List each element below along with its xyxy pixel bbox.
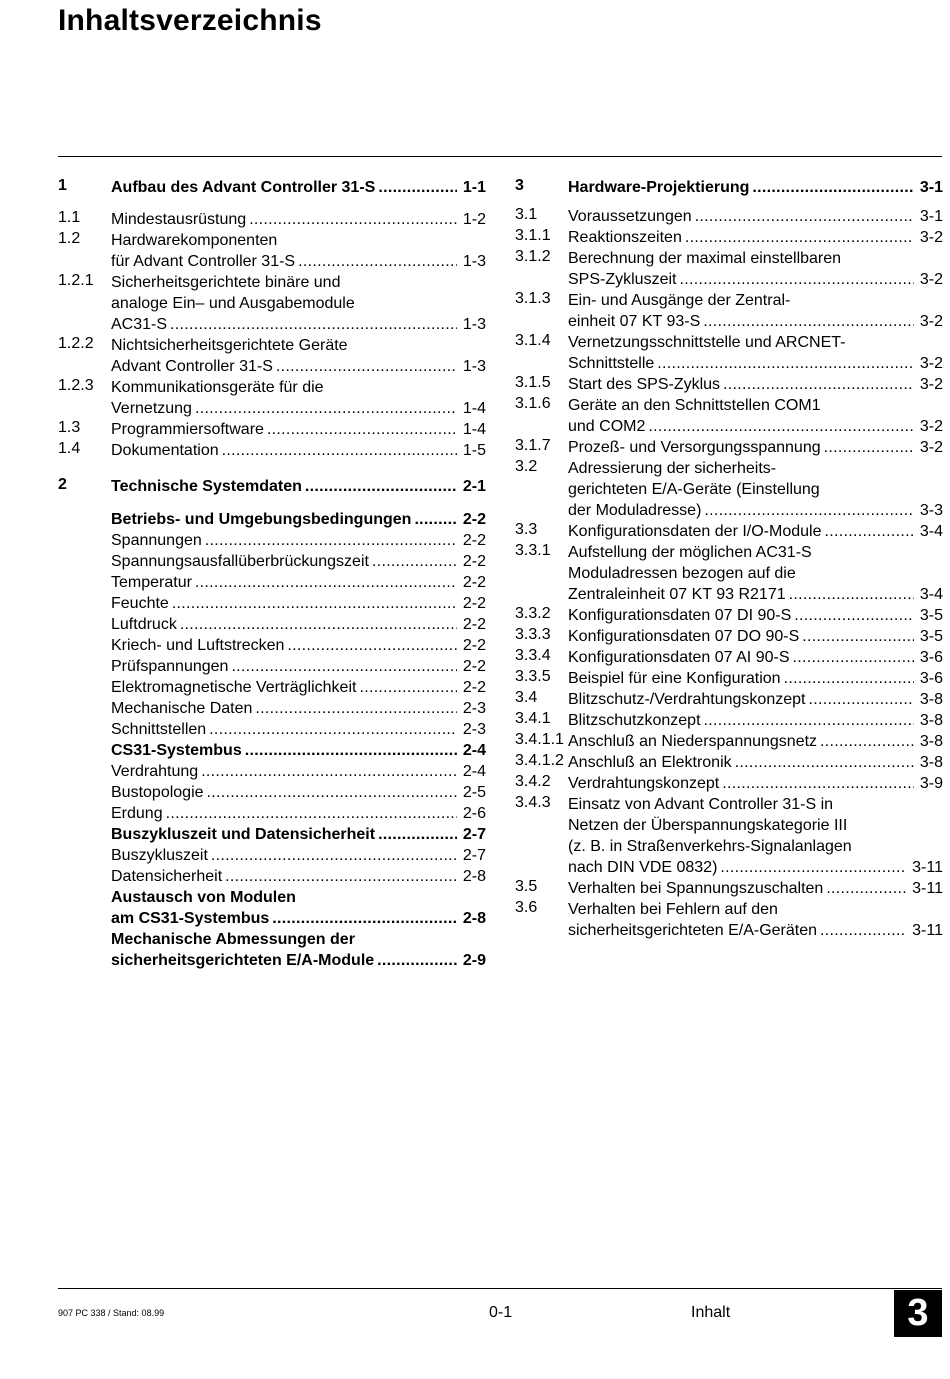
toc-entry [58, 230, 486, 272]
footer-section: Inhalt [691, 1304, 731, 1321]
toc-entry-page: 3-2 [919, 439, 943, 456]
toc-entry-title-line: Luftdruck [111, 616, 177, 633]
toc-entry-page: 3-6 [919, 670, 943, 687]
toc-entry [515, 878, 943, 899]
toc-entry-title-line: sicherheitsgerichteten E/A-Geräten [568, 922, 818, 939]
toc-entry-title-line: Konfigurationsdaten 07 DI 90-S [568, 607, 792, 624]
dot-leader [793, 647, 914, 668]
toc-entry [58, 698, 486, 719]
toc-right-column [515, 177, 943, 941]
dot-leader [276, 356, 457, 377]
dot-leader [657, 353, 914, 374]
dot-leader [225, 866, 457, 887]
toc-entry-number: 2 [58, 476, 67, 493]
toc-entry [515, 752, 943, 773]
dot-leader [802, 626, 914, 647]
toc-entry [58, 476, 486, 497]
toc-entry-page: 1-3 [462, 358, 486, 375]
toc-entry-number: 3 [515, 177, 524, 194]
toc-entry-page: 2-6 [462, 805, 486, 822]
footer-doc-id: 907 PC 338 / Stand: 08.99 [58, 1308, 165, 1318]
toc-entry-title-line: Austausch von Modulen [111, 889, 296, 906]
toc-entry-title-line: (z. B. in Straßenverkehrs-Signalanlagen [568, 838, 852, 855]
toc-entry-title-line: Beispiel für eine Konfiguration [568, 670, 781, 687]
toc-entry [58, 782, 486, 803]
toc-entry [515, 227, 943, 248]
toc-entry [515, 605, 943, 626]
toc-entry-title-line: Netzen der Überspannungskategorie III [568, 817, 848, 834]
dot-leader [231, 656, 456, 677]
toc-entry-number: 1 [58, 177, 67, 194]
toc-entry-title-line: Buszykluszeit [111, 847, 208, 864]
toc-entry [515, 332, 943, 374]
toc-entry-page: 3-1 [919, 208, 943, 225]
toc-entry-page: 3-5 [919, 628, 943, 645]
dot-leader [287, 635, 456, 656]
dot-leader [789, 584, 914, 605]
toc-entry-title-line: Konfigurationsdaten 07 AI 90-S [568, 649, 790, 666]
toc-entry [58, 509, 486, 530]
toc-entry-number: 1.1 [58, 209, 81, 226]
toc-entry-title-line: Berechnung der maximal einstellbaren [568, 250, 842, 267]
toc-entry-title-line: Anschluß an Elektronik [568, 754, 732, 771]
footer-page-number: 0-1 [489, 1304, 513, 1321]
toc-entry-title-line: nach DIN VDE 0832) [568, 859, 718, 876]
dot-leader [222, 440, 457, 461]
toc-entry-title-line: CS31-Systembus [111, 742, 242, 759]
toc-entry-title-line: Vernetzung [111, 400, 192, 417]
toc-entry-number: 3.5 [515, 878, 538, 895]
toc-entry-page: 2-3 [462, 700, 486, 717]
toc-entry-page: 2-2 [462, 637, 486, 654]
toc-entry-title-line: Bustopologie [111, 784, 204, 801]
toc-entry-title-line: Erdung [111, 805, 163, 822]
dot-leader [211, 845, 457, 866]
toc-entry-number: 3.1 [515, 206, 538, 223]
dot-leader [298, 251, 457, 272]
page-title: Inhaltsverzeichnis [58, 4, 322, 37]
toc-entry-number: 3.3.5 [515, 668, 551, 685]
toc-entry-page: 3-2 [919, 229, 943, 246]
toc-entry-page: 2-7 [462, 847, 486, 864]
toc-entry [58, 740, 486, 761]
toc-entry-page: 2-8 [462, 910, 486, 927]
toc-entry-page: 1-4 [462, 400, 486, 417]
toc-entry-title-line: Temperatur [111, 574, 192, 591]
toc-entry-page: 3-8 [919, 733, 943, 750]
toc-entry [58, 635, 486, 656]
toc-entry-page: 3-2 [919, 313, 943, 330]
dot-leader [166, 803, 457, 824]
toc-entry [515, 248, 943, 290]
toc-entry-title-line: Konfigurationsdaten 07 DO 90-S [568, 628, 800, 645]
toc-entry-title-line: Hardwarekomponenten [111, 232, 278, 249]
toc-entry [58, 530, 486, 551]
dot-leader [205, 530, 457, 551]
toc-entry-number: 3.4.2 [515, 773, 551, 790]
toc-entry [515, 731, 943, 752]
toc-entry-number: 3.1.3 [515, 290, 551, 307]
toc-entry-number: 1.2.2 [58, 335, 94, 352]
toc-entry [58, 845, 486, 866]
toc-entry-title-line: Verdrahtung [111, 763, 199, 780]
toc-entry-page: 3-8 [919, 754, 943, 771]
toc-entry [515, 521, 943, 542]
toc-entry-page: 2-5 [462, 784, 486, 801]
toc-entry-title-line: Aufbau des Advant Controller 31-S [111, 179, 376, 196]
toc-entry-title-line: Schnittstelle [568, 355, 655, 372]
toc-entry-number: 3.1.2 [515, 248, 551, 265]
dot-leader [794, 605, 914, 626]
dot-leader [245, 740, 457, 761]
toc-entry-title-line: Konfigurationsdaten der I/O-Module [568, 523, 822, 540]
toc-entry-title-line: sicherheitsgerichteten E/A-Module [111, 952, 375, 969]
toc-entry-title-line: einheit 07 KT 93-S [568, 313, 701, 330]
dot-leader [820, 731, 914, 752]
dot-leader [209, 719, 457, 740]
toc-entry-page: 3-2 [919, 376, 943, 393]
dot-leader [685, 227, 914, 248]
toc-entry-title-line: Blitzschutzkonzept [568, 712, 701, 729]
toc-entry-number: 1.3 [58, 419, 81, 436]
dot-leader [784, 668, 914, 689]
dot-leader [249, 209, 457, 230]
toc-entry-title-line: Sicherheitsgerichtete binäre und [111, 274, 341, 291]
toc-entry [515, 395, 943, 437]
dot-leader [170, 314, 457, 335]
toc-entry-page: 1-4 [462, 421, 486, 438]
toc-entry-title-line: Spannungsausfallüberbrückungszeit [111, 553, 369, 570]
toc-entry-title-line: Blitzschutz-/Verdrahtungskonzept [568, 691, 806, 708]
toc-entry-page: 2-2 [462, 574, 486, 591]
dot-leader [735, 752, 914, 773]
toc-entry-page: 3-5 [919, 607, 943, 624]
toc-entry-title-line: Mindestausrüstung [111, 211, 247, 228]
dot-leader [752, 177, 913, 198]
toc-entry-page: 1-5 [462, 442, 486, 459]
toc-entry-page: 1-3 [462, 253, 486, 270]
toc-entry-title-line: Adressierung der sicherheits- [568, 460, 777, 477]
toc-entry-title-line: Prüfspannungen [111, 658, 229, 675]
toc-entry-title-line: Verdrahtungskonzept [568, 775, 720, 792]
chapter-tab: 3 [894, 1290, 942, 1337]
toc-entry-number: 3.1.6 [515, 395, 551, 412]
toc-entry-page: 1-3 [462, 316, 486, 333]
toc-entry-title-line: AC31-S [111, 316, 168, 333]
toc-entry-page: 2-2 [462, 511, 486, 528]
toc-entry [58, 803, 486, 824]
toc-entry [58, 572, 486, 593]
toc-entry [515, 710, 943, 731]
toc-entry-title-line: Mechanische Abmessungen der [111, 931, 355, 948]
toc-entry [58, 866, 486, 887]
toc-entry [58, 377, 486, 419]
toc-entry [58, 209, 486, 230]
toc-entry-title-line: Zentraleinheit 07 KT 93 R2171 [568, 586, 786, 603]
toc-entry-page: 3-4 [919, 586, 943, 603]
toc-entry-number: 1.4 [58, 440, 81, 457]
toc-entry [58, 440, 486, 461]
toc-entry-title-line: Ein- und Ausgänge der Zentral- [568, 292, 791, 309]
toc-entry-page: 2-2 [462, 658, 486, 675]
toc-entry-title-line: der Moduladresse) [568, 502, 702, 519]
dot-leader [207, 782, 457, 803]
dot-leader [826, 878, 906, 899]
toc-entry-title-line: Dokumentation [111, 442, 219, 459]
dot-leader [704, 710, 914, 731]
toc-entry-title-line: für Advant Controller 31-S [111, 253, 296, 270]
dot-leader [180, 614, 457, 635]
toc-entry [515, 773, 943, 794]
toc-entry-number: 3.3.4 [515, 647, 551, 664]
dot-leader [723, 374, 914, 395]
toc-entry-title-line: Nichtsicherheitsgerichtete Geräte [111, 337, 348, 354]
toc-entry-title-line: gerichteten E/A-Geräte (Einstellung [568, 481, 820, 498]
toc-entry-title-line: Verhalten bei Fehlern auf den [568, 901, 778, 918]
toc-entry [515, 374, 943, 395]
toc-entry-number: 3.4.1.2 [515, 752, 564, 769]
toc-entry [515, 626, 943, 647]
toc-entry-page: 2-2 [462, 553, 486, 570]
toc-entry-title-line: Prozeß- und Versorgungsspannung [568, 439, 821, 456]
toc-entry-title-line: Start des SPS-Zyklus [568, 376, 721, 393]
toc-entry-number: 3.3.3 [515, 626, 551, 643]
toc-entry [515, 542, 943, 605]
toc-entry-number: 3.4 [515, 689, 538, 706]
toc-entry [58, 929, 486, 971]
dot-leader [414, 509, 456, 530]
toc-entry-number: 3.1.7 [515, 437, 551, 454]
toc-entry-page: 2-9 [462, 952, 486, 969]
toc-entry-number: 1.2 [58, 230, 81, 247]
dot-leader [648, 416, 914, 437]
toc-entry-page: 2-2 [462, 616, 486, 633]
toc-entry-page: 3-8 [919, 712, 943, 729]
toc-entry [58, 614, 486, 635]
toc-entry-title-line: Aufstellung der möglichen AC31-S [568, 544, 812, 561]
dot-leader [272, 908, 457, 929]
toc-entry [58, 551, 486, 572]
toc-entry-title-line: Vernetzungsschnittstelle und ARCNET- [568, 334, 846, 351]
dot-leader [267, 419, 457, 440]
dot-leader [722, 773, 914, 794]
toc-entry-title-line: Geräte an den Schnittstellen COM1 [568, 397, 821, 414]
dot-leader [820, 920, 906, 941]
toc-entry [58, 656, 486, 677]
toc-entry-title-line: Hardware-Projektierung [568, 179, 750, 196]
toc-left-column [58, 177, 486, 971]
toc-entry-title-line: Technische Systemdaten [111, 478, 302, 495]
toc-entry-title-line: Buszykluszeit und Datensicherheit [111, 826, 376, 843]
toc-entry-title-line: Schnittstellen [111, 721, 207, 738]
toc-entry [58, 177, 486, 198]
dot-leader [377, 950, 457, 971]
toc-entry-page: 3-1 [919, 179, 943, 196]
toc-entry-number: 3.4.1.1 [515, 731, 564, 748]
toc-entry-number: 1.2.1 [58, 272, 94, 289]
dot-leader [201, 761, 457, 782]
toc-entry [515, 899, 943, 941]
toc-entry [515, 794, 943, 878]
toc-entry-title-line: Datensicherheit [111, 868, 223, 885]
toc-entry-page: 2-2 [462, 532, 486, 549]
toc-entry-page: 2-2 [462, 679, 486, 696]
dot-leader [703, 311, 914, 332]
toc-entry-title-line: Reaktionszeiten [568, 229, 682, 246]
toc-entry-page: 1-2 [462, 211, 486, 228]
toc-entry-number: 3.4.1 [515, 710, 551, 727]
toc-entry-title-line: Kriech- und Luftstrecken [111, 637, 285, 654]
dot-leader [695, 206, 914, 227]
toc-entry [58, 419, 486, 440]
dot-leader [359, 677, 456, 698]
toc-entry-title-line: Feuchte [111, 595, 169, 612]
toc-entry-page: 3-6 [919, 649, 943, 666]
toc-entry [58, 677, 486, 698]
dot-leader [195, 572, 457, 593]
dot-leader [824, 437, 914, 458]
toc-entry-page: 3-8 [919, 691, 943, 708]
toc-entry-page: 2-7 [462, 826, 486, 843]
toc-entry-page: 2-8 [462, 868, 486, 885]
toc-entry-page: 3-4 [919, 523, 943, 540]
toc-entry-title-line: am CS31-Systembus [111, 910, 270, 927]
toc-entry [58, 593, 486, 614]
dot-leader [172, 593, 457, 614]
toc-entry-page: 2-3 [462, 721, 486, 738]
toc-entry-title-line: Advant Controller 31-S [111, 358, 273, 375]
dot-leader [720, 857, 906, 878]
dot-leader [808, 689, 913, 710]
toc-entry-title-line: SPS-Zykluszeit [568, 271, 677, 288]
toc-entry [58, 887, 486, 929]
toc-entry-page: 2-1 [462, 478, 486, 495]
toc-entry-page: 3-2 [919, 418, 943, 435]
toc-entry-title-line: Einsatz von Advant Controller 31-S in [568, 796, 834, 813]
toc-entry-number: 3.1.5 [515, 374, 551, 391]
toc-entry [515, 177, 943, 198]
toc-entry-title-line: Betriebs- und Umgebungsbedingungen [111, 511, 412, 528]
dot-leader [679, 269, 913, 290]
toc-entry [58, 335, 486, 377]
toc-entry-page: 1-1 [462, 179, 486, 196]
toc-entry [515, 458, 943, 521]
toc-entry-title-line: Programmiersoftware [111, 421, 264, 438]
toc-entry-number: 3.3 [515, 521, 538, 538]
toc-entry-title-line: und COM2 [568, 418, 646, 435]
toc-entry [58, 272, 486, 335]
toc-entry-title-line: Moduladressen bezogen auf die [568, 565, 796, 582]
dot-leader [195, 398, 457, 419]
toc-entry [58, 761, 486, 782]
dot-leader [378, 177, 457, 198]
toc-entry-page: 3-11 [912, 922, 943, 939]
header-rule [58, 156, 942, 157]
toc-entry-page: 2-4 [462, 763, 486, 780]
toc-entry-page: 3-11 [912, 859, 943, 876]
dot-leader [824, 521, 913, 542]
toc-entry-page: 3-11 [912, 880, 943, 897]
dot-leader [305, 476, 457, 497]
toc-entry-page: 2-2 [462, 595, 486, 612]
toc-entry-page: 3-3 [919, 502, 943, 519]
toc-entry-title-line: Kommunikationsgeräte für die [111, 379, 324, 396]
toc-entry-number: 3.3.2 [515, 605, 551, 622]
dot-leader [704, 500, 913, 521]
toc-entry-title-line: analoge Ein– und Ausgabemodule [111, 295, 355, 312]
toc-entry [58, 719, 486, 740]
toc-entry-number: 3.1.1 [515, 227, 551, 244]
toc-entry-title-line: Voraussetzungen [568, 208, 692, 225]
toc-entry [515, 206, 943, 227]
toc-entry-title-line: Elektromagnetische Verträglichkeit [111, 679, 357, 696]
toc-entry-page: 3-9 [919, 775, 943, 792]
toc-entry-number: 1.2.3 [58, 377, 94, 394]
toc-entry-number: 3.1.4 [515, 332, 551, 349]
dot-leader [372, 551, 457, 572]
toc-entry-number: 3.2 [515, 458, 538, 475]
toc-entry-title-line: Spannungen [111, 532, 202, 549]
toc-entry [515, 437, 943, 458]
toc-entry-title-line: Mechanische Daten [111, 700, 253, 717]
dot-leader [378, 824, 457, 845]
toc-entry [515, 668, 943, 689]
toc-entry-page: 3-2 [919, 271, 943, 288]
dot-leader [255, 698, 456, 719]
toc-entry [515, 689, 943, 710]
toc-entry-number: 3.6 [515, 899, 538, 916]
toc-entry-page: 2-4 [462, 742, 486, 759]
toc-entry [515, 290, 943, 332]
toc-entry [58, 824, 486, 845]
toc-entry-number: 3.3.1 [515, 542, 551, 559]
toc-entry [515, 647, 943, 668]
toc-entry-title-line: Verhalten bei Spannungszuschalten [568, 880, 824, 897]
toc-entry-number: 3.4.3 [515, 794, 551, 811]
footer-rule [58, 1288, 942, 1289]
toc-entry-page: 3-2 [919, 355, 943, 372]
toc-entry-title-line: Anschluß an Niederspannungsnetz [568, 733, 818, 750]
